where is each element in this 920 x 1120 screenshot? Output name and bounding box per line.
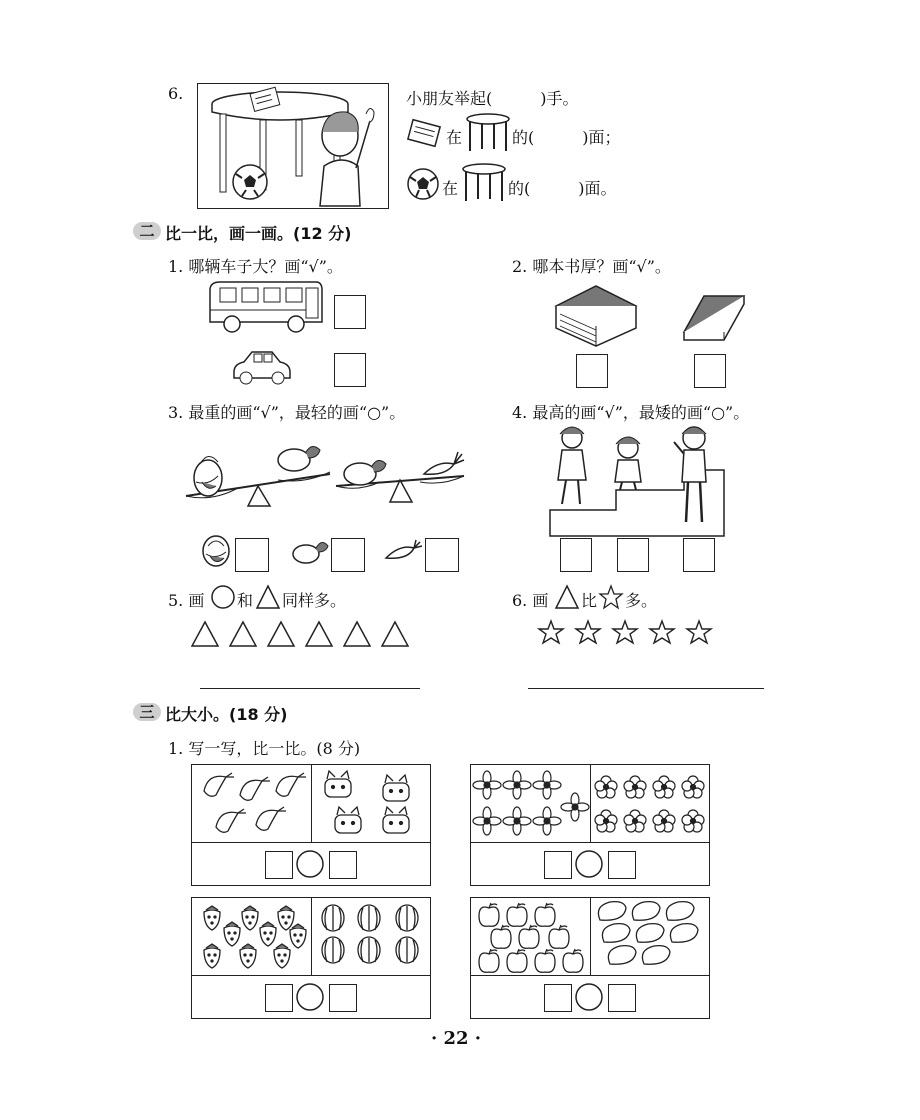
strawberry-icon xyxy=(274,944,290,968)
answer-box[interactable] xyxy=(608,851,636,879)
apple-icon xyxy=(535,903,555,926)
carrot-icon xyxy=(424,452,464,474)
answer-box[interactable] xyxy=(544,851,572,879)
strawberry-icon xyxy=(290,924,306,948)
answer-box[interactable] xyxy=(334,353,366,387)
carrot-icon xyxy=(384,540,424,566)
page-number: · 22 · xyxy=(430,1028,482,1049)
leaf-icon xyxy=(602,924,630,943)
answer-box[interactable] xyxy=(576,354,608,388)
flower-group-b xyxy=(590,765,709,842)
triangle-icon xyxy=(255,584,281,610)
bus-icon xyxy=(206,280,324,334)
answer-circle[interactable] xyxy=(574,982,604,1012)
question-number: 6. xyxy=(168,84,184,103)
cat-icon xyxy=(383,775,409,801)
strawberry-icon xyxy=(204,944,220,968)
flower-icon xyxy=(682,810,704,832)
answer-box[interactable] xyxy=(608,984,636,1012)
shrimp-icon xyxy=(256,807,286,830)
answer-box[interactable] xyxy=(544,984,572,1012)
strawberry-icon xyxy=(224,922,240,946)
compare-panel xyxy=(191,897,431,1019)
compare-panel xyxy=(191,764,431,886)
star-icon xyxy=(539,621,563,643)
cabbage-icon xyxy=(194,456,222,496)
flower-icon xyxy=(561,793,589,821)
car-icon xyxy=(230,346,294,386)
flower-icon xyxy=(653,810,675,832)
triangle-icon xyxy=(192,622,218,646)
flower-icon xyxy=(503,771,531,799)
question-text: 4. 最高的画“√”，最矮的画“○”。 xyxy=(512,403,750,422)
star-icon xyxy=(598,584,624,610)
compare-panel xyxy=(470,764,710,886)
cat-icon xyxy=(325,771,351,797)
answer-circle[interactable] xyxy=(295,849,325,879)
answer-box[interactable] xyxy=(683,538,715,572)
cabbage-icon xyxy=(200,534,232,568)
table-scene xyxy=(198,84,388,208)
flower-icon xyxy=(682,776,704,798)
football-icon xyxy=(233,165,267,199)
shrimp-group xyxy=(192,765,311,842)
balance-icon xyxy=(182,430,342,510)
flower-icon xyxy=(533,807,561,835)
watermelon-icon xyxy=(396,937,418,963)
leaf-icon xyxy=(636,924,664,943)
star-icon xyxy=(576,621,600,643)
thick-book-icon xyxy=(548,284,640,348)
text-at: 在 xyxy=(446,128,463,147)
table-icon xyxy=(465,113,511,153)
section-badge: 三 xyxy=(133,703,161,721)
apple-icon xyxy=(479,949,499,972)
apple-icon xyxy=(479,903,499,926)
text-at: 在 xyxy=(442,179,459,198)
flower-group-a xyxy=(471,765,590,842)
triangle-icon xyxy=(382,622,408,646)
watermelon-icon xyxy=(396,905,418,931)
flower-icon xyxy=(503,807,531,835)
flower-icon xyxy=(595,810,617,832)
strawberry-icon xyxy=(240,944,256,968)
answer-box[interactable] xyxy=(235,538,269,572)
shrimp-icon xyxy=(216,809,246,832)
balance-icon xyxy=(332,444,472,510)
answer-box[interactable] xyxy=(694,354,726,388)
triangle-row xyxy=(190,620,414,648)
football-icon xyxy=(406,167,440,201)
question-text: 5. 画 xyxy=(168,591,205,610)
apple-icon xyxy=(563,949,583,972)
apple-icon xyxy=(491,925,511,948)
strawberry-icon xyxy=(204,906,220,930)
question-text-hand: 小朋友举起( )手。 xyxy=(406,89,579,108)
strawberry-icon xyxy=(260,922,276,946)
boy-icon xyxy=(320,108,374,206)
answer-line[interactable] xyxy=(200,688,420,689)
triangle-icon xyxy=(268,622,294,646)
question-text-book: 的( )面； xyxy=(512,128,621,147)
eggplant-icon xyxy=(344,460,386,485)
triangle-icon xyxy=(344,622,370,646)
apple-icon xyxy=(507,949,527,972)
triangle-icon xyxy=(230,622,256,646)
answer-box[interactable] xyxy=(425,538,459,572)
thin-book-icon xyxy=(680,292,748,348)
circle-icon xyxy=(210,584,236,610)
answer-box[interactable] xyxy=(265,851,293,879)
question-text: 6. 画 xyxy=(512,591,549,610)
question-text: 1. 哪辆车子大？画“√”。 xyxy=(168,257,343,276)
apple-icon xyxy=(549,925,569,948)
children-steps xyxy=(548,424,728,538)
watermelon-icon xyxy=(358,905,380,931)
star-icon xyxy=(687,621,711,643)
triangle-icon xyxy=(306,622,332,646)
apple-icon xyxy=(519,925,539,948)
question-text: 同样多。 xyxy=(282,591,347,610)
shrimp-icon xyxy=(204,773,234,796)
answer-box[interactable] xyxy=(560,538,592,572)
leaf-icon xyxy=(632,902,660,921)
answer-box[interactable] xyxy=(265,984,293,1012)
cat-icon xyxy=(335,807,361,833)
answer-box[interactable] xyxy=(329,984,357,1012)
answer-line[interactable] xyxy=(528,688,764,689)
book-icon xyxy=(406,120,442,146)
girl-icon xyxy=(558,427,586,504)
girl-icon xyxy=(615,437,641,490)
star-row xyxy=(538,620,722,646)
watermelon-group xyxy=(311,898,430,975)
eggplant-icon xyxy=(278,446,320,471)
table-icon xyxy=(461,163,507,203)
leaf-icon xyxy=(598,902,626,921)
question-text-ball: 的( )面。 xyxy=(508,179,617,198)
section-badge: 二 xyxy=(133,222,161,240)
cat-group xyxy=(311,765,430,842)
shrimp-icon xyxy=(240,777,270,800)
section-title: 比大小。(18 分) xyxy=(165,705,288,724)
shrimp-icon xyxy=(276,773,306,796)
leaf-group xyxy=(590,898,709,975)
flower-icon xyxy=(624,776,646,798)
flower-icon xyxy=(473,807,501,835)
question-text: 2. 哪本书厚？画“√”。 xyxy=(512,257,671,276)
answer-box[interactable] xyxy=(334,295,366,329)
answer-box[interactable] xyxy=(331,538,365,572)
triangle-icon xyxy=(554,584,580,610)
question-text: 1. 写一写，比一比。(8 分) xyxy=(168,739,361,758)
flower-icon xyxy=(624,810,646,832)
question-text: 和 xyxy=(237,591,254,610)
apple-icon xyxy=(535,949,555,972)
eggplant-icon xyxy=(290,538,330,566)
leaf-icon xyxy=(608,946,636,965)
leaf-icon xyxy=(670,924,698,943)
star-icon xyxy=(613,621,637,643)
answer-circle[interactable] xyxy=(295,982,325,1012)
watermelon-icon xyxy=(358,937,380,963)
question-text: 比 xyxy=(581,591,598,610)
strawberry-icon xyxy=(278,906,294,930)
illustration-frame xyxy=(197,83,389,209)
answer-circle[interactable] xyxy=(574,849,604,879)
watermelon-icon xyxy=(322,905,344,931)
leaf-icon xyxy=(666,902,694,921)
section-title: 比一比，画一画。(12 分) xyxy=(165,224,352,243)
flower-icon xyxy=(473,771,501,799)
watermelon-icon xyxy=(322,937,344,963)
compare-panel xyxy=(470,897,710,1019)
answer-box[interactable] xyxy=(617,538,649,572)
strawberry-icon xyxy=(242,906,258,930)
question-text: 3. 最重的画“√”，最轻的画“○”。 xyxy=(168,403,406,422)
answer-box[interactable] xyxy=(329,851,357,879)
flower-icon xyxy=(595,776,617,798)
star-icon xyxy=(650,621,674,643)
flower-icon xyxy=(533,771,561,799)
apple-group xyxy=(471,898,590,975)
apple-icon xyxy=(507,903,527,926)
strawberry-group xyxy=(192,898,311,975)
question-text: 多。 xyxy=(625,591,658,610)
flower-icon xyxy=(653,776,675,798)
cat-icon xyxy=(383,807,409,833)
leaf-icon xyxy=(642,946,670,965)
